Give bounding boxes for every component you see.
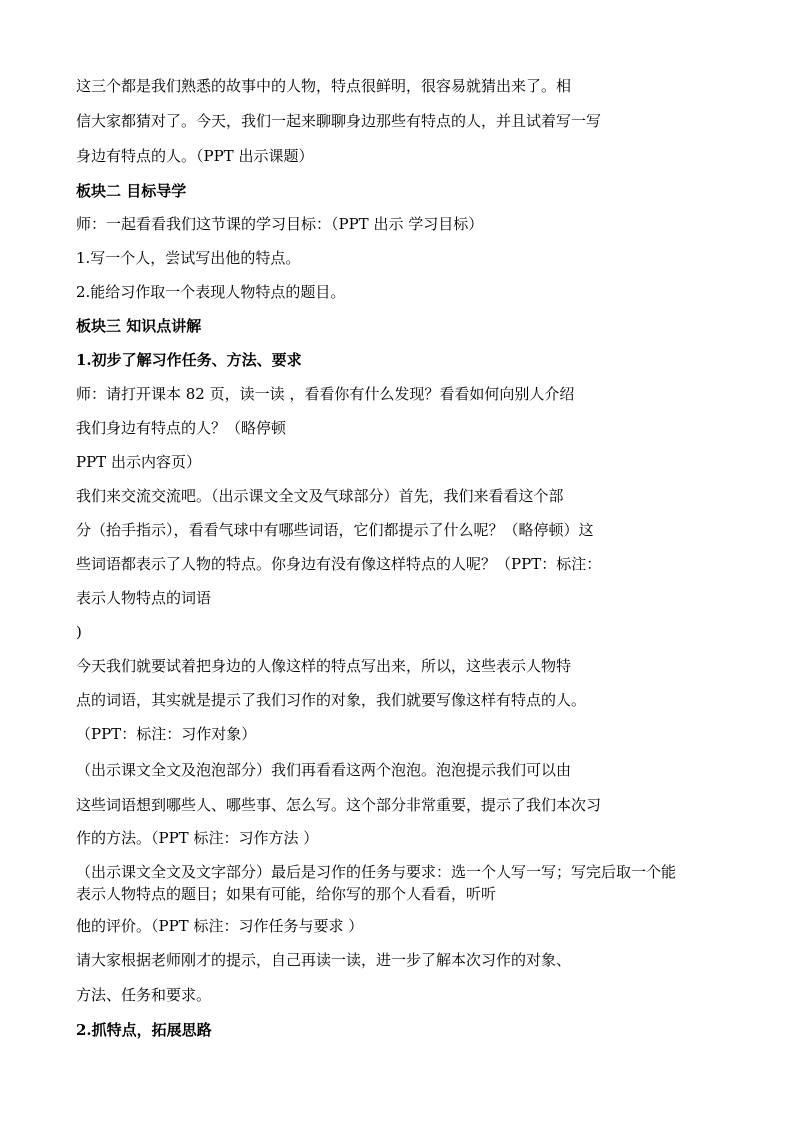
paragraph-line: （出示课文全文及泡泡部分）我们再看看这两个泡泡。泡泡提示我们可以由 [76, 761, 572, 779]
paragraph-line: 师：请打开课本 82 页，读一读 ，看看你有什么发现？看看如何向别人介绍 [76, 385, 575, 403]
paragraph-line: 身边有特点的人。（PPT 出示课题） [76, 147, 314, 165]
paragraph-line: 表示人物特点的词语 [76, 589, 212, 607]
paragraph-line: 这三个都是我们熟悉的故事中的人物，特点很鲜明，很容易就猜出来了。相 [76, 77, 572, 95]
paragraph-line: （PPT：标注：习作对象） [76, 725, 257, 743]
paragraph-line: 这些词语想到哪些人、哪些事、怎么写。这个部分非常重要，提示了我们本次习 [76, 796, 602, 814]
paragraph-line: 他的评价。（PPT 标注：习作任务与要求 ） [76, 917, 364, 935]
paragraph-line: 作的方法。（PPT 标注：习作方法 ） [76, 829, 319, 847]
paragraph-line: 我们身边有特点的人？（略停顿 [76, 419, 287, 437]
paragraph-line: ) [76, 623, 82, 641]
paragraph-line: 表示人物特点的题目；如果有可能，给你写的那个人看看，听听 [76, 885, 497, 903]
paragraph-line: 点的词语，其实就是提示了我们习作的对象，我们就要写像这样有特点的人。 [76, 691, 587, 709]
section-heading: 板块三 知识点讲解 [76, 317, 202, 335]
list-item: 2.能给习作取一个表现人物特点的题目。 [76, 283, 346, 301]
paragraph-line: 师：一起看看我们这节课的学习目标：（PPT 出示 学习目标） [76, 215, 484, 233]
paragraph-line: 些词语都表示了人物的特点。你身边有没有像这样特点的人呢？（PPT：标注： [76, 555, 602, 573]
paragraph-line: （出示课文全文及文字部分）最后是习作的任务与要求：选一个人写一写；写完后取一个能 [76, 863, 677, 881]
paragraph-line: 今天我们就要试着把身边的人像这样的特点写出来，所以，这些表示人物特 [76, 657, 572, 675]
paragraph-line: 方法、任务和要求。 [76, 986, 212, 1004]
subsection-heading: 1.初步了解习作任务、方法、要求 [76, 351, 302, 369]
list-item: 1.写一个人，尝试写出他的特点。 [76, 249, 301, 267]
paragraph-line: 请大家根据老师刚才的提示，自己再读一读，进一步了解本次习作的对象、 [76, 951, 572, 969]
section-heading: 板块二 目标导学 [76, 182, 187, 200]
paragraph-line: 信大家都猜对了。今天，我们一起来聊聊身边那些有特点的人，并且试着写一写 [76, 112, 602, 130]
paragraph-line: PPT 出示内容页） [76, 453, 201, 471]
subsection-heading: 2.抓特点，拓展思路 [76, 1021, 212, 1039]
paragraph-line: 我们来交流交流吧。（出示课文全文及气球部分）首先，我们来看看这个部 [76, 487, 564, 505]
paragraph-line: 分（抬手指示），看看气球中有哪些词语，它们都提示了什么呢？（略停顿）这 [76, 521, 594, 539]
